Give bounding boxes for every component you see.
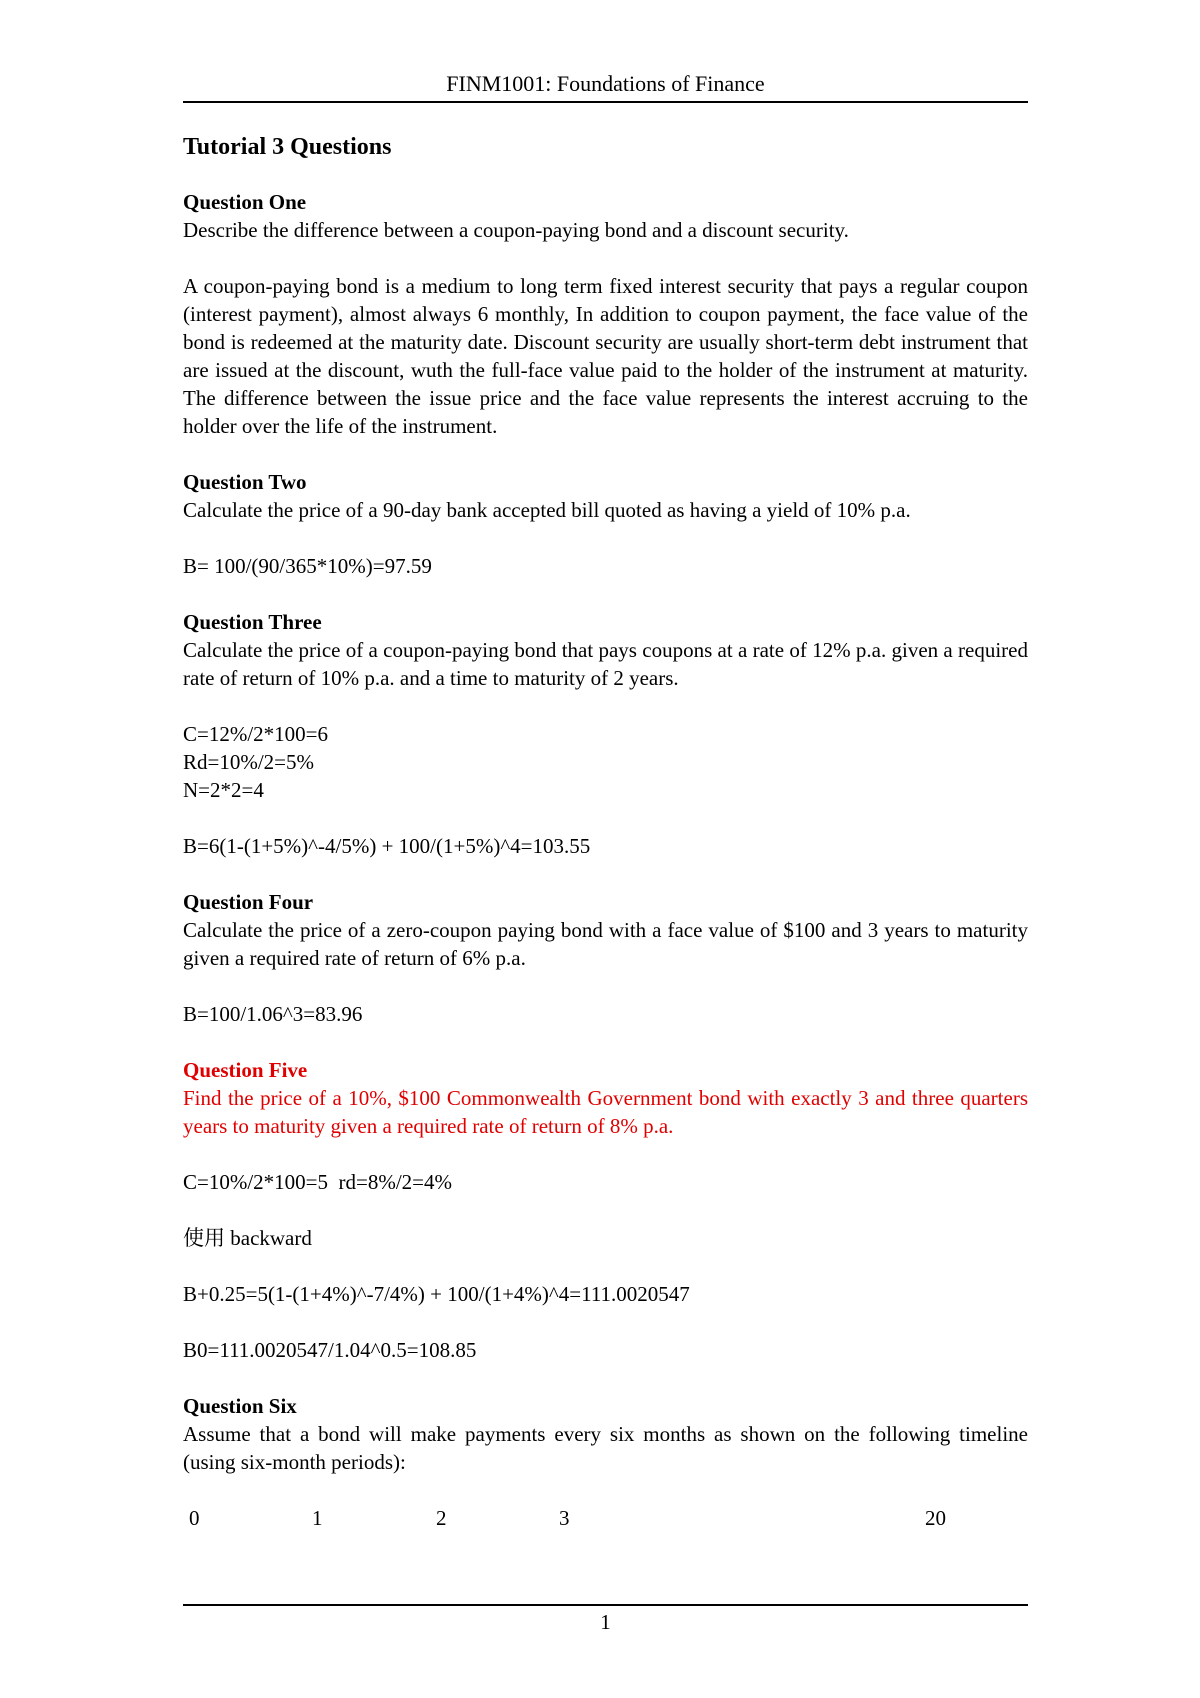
page-header: FINM1001: Foundations of Finance (446, 71, 765, 96)
timeline-period: 0 (189, 1506, 200, 1530)
question-five-answer: B0=111.0020547/1.04^0.5=108.85 (183, 1338, 477, 1362)
question-four-heading: Question Four (183, 890, 314, 914)
timeline-axis-line (183, 1604, 1028, 1606)
question-five-forward-price: B+0.25=5(1-(1+4%)^-7/4%) + 100/(1+4%)^4=111.0020547 (183, 1282, 690, 1306)
question-one-answer: A coupon-paying bond is a medium to long term fixed interest security that pays a regular coupon (interest payment), almost always 6 monthly, In addition to coupon payment, the face value of the bond is redeemed at the maturity date. Discount security are usually short-term debt instrument that are issued at the discount, wuth the full-face value paid to the holder of the instrument at maturity. The difference between the issue price and the face value represents the interest accruing to the holder over the life of the instrument. (183, 274, 1028, 438)
page-number: 1 (600, 1610, 611, 1634)
question-five-heading: Question Five (183, 1058, 308, 1082)
question-six-heading: Question Six (183, 1394, 297, 1418)
question-one-prompt: Describe the difference between a coupon-paying bond and a discount security. (183, 218, 849, 242)
question-five-coupon-rate: C=10%/2*100=5 rd=8%/2=4% (183, 1170, 453, 1194)
question-three-rate: Rd=10%/2=5% (183, 750, 315, 774)
timeline-period: 20 (925, 1506, 946, 1530)
question-one-heading: Question One (183, 190, 307, 214)
question-two-heading: Question Two (183, 470, 307, 494)
header-divider (183, 101, 1028, 103)
question-two-prompt: Calculate the price of a 90-day bank accepted bill quoted as having a yield of 10% p.a. (183, 498, 911, 522)
page-title: Tutorial 3 Questions (183, 134, 392, 160)
timeline-period: 3 (559, 1506, 570, 1530)
timeline-period: 2 (436, 1506, 447, 1530)
question-three-prompt: Calculate the price of a coupon-paying bond that pays coupons at a rate of 12% p.a. given a required rate of return of 10% p.a. and a time to maturity of 2 years. (183, 638, 1028, 690)
question-four-prompt: Calculate the price of a zero-coupon paying bond with a face value of $100 and 3 years to maturity given a required rate of return of 6% p.a. (183, 918, 1028, 970)
question-five-prompt: Find the price of a 10%, $100 Commonwealth Government bond with exactly 3 and three quarters years to maturity given a required rate of return of 8% p.a. (183, 1086, 1028, 1138)
question-three-answer: B=6(1-(1+5%)^-4/5%) + 100/(1+5%)^4=103.55 (183, 834, 591, 858)
question-three-periods: N=2*2=4 (183, 778, 264, 802)
question-four-answer: B=100/1.06^3=83.96 (183, 1002, 363, 1026)
question-six-prompt: Assume that a bond will make payments every six months as shown on the following timeline (using six-month periods): (183, 1422, 1028, 1474)
question-two-answer: B= 100/(90/365*10%)=97.59 (183, 554, 432, 578)
document-body (183, 132, 1028, 1532)
question-three-heading: Question Three (183, 610, 322, 634)
question-five-method: 使用 backward (183, 1226, 312, 1250)
question-three-coupon: C=12%/2*100=6 (183, 722, 329, 746)
timeline-period: 1 (312, 1506, 323, 1530)
payment-timeline (183, 1504, 1028, 1532)
